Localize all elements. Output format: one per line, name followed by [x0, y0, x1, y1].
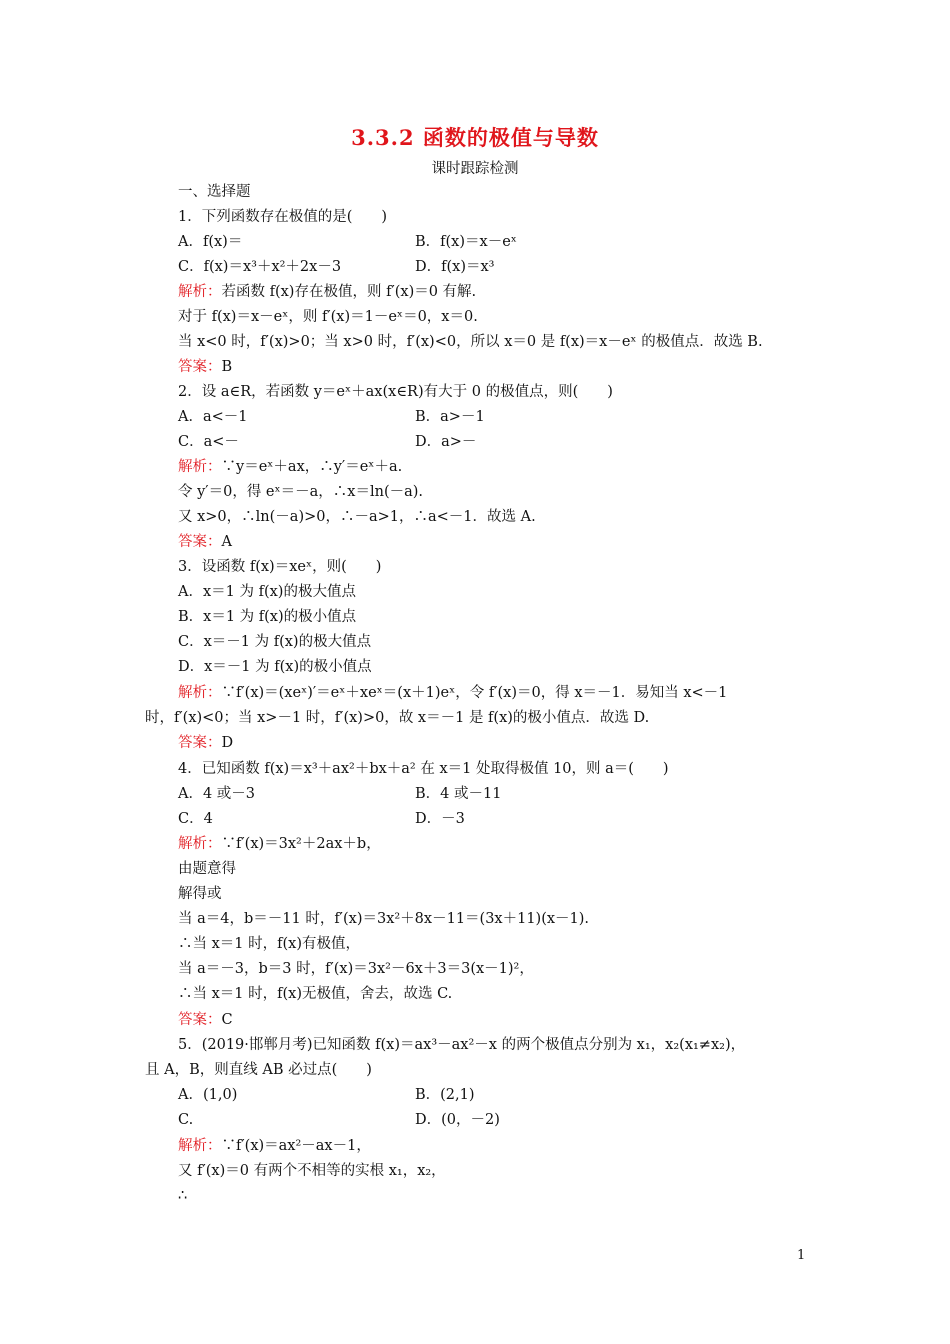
q2-solution-line: 令 y′＝0，得 eˣ＝－a，∴x＝ln(－a).	[178, 484, 424, 500]
q4-stem: 4．已知函数 f(x)＝x³＋ax²＋bx＋a² 在 x＝1 处取得极值 10，则 a＝( )	[178, 761, 669, 777]
q4-answer: C	[221, 1012, 233, 1028]
page-subtitle: 课时跟踪检测	[431, 161, 519, 177]
q1-solution-line: 当 x<0 时，f′(x)>0；当 x>0 时，f′(x)<0，所以 x＝0 是 f(x)＝x－eˣ 的极值点．故选 B.	[178, 334, 763, 350]
q2-option-d: D．a>－	[415, 434, 477, 450]
solution-label: 解析：	[178, 836, 222, 852]
q5-solution-line: ∴	[178, 1188, 188, 1204]
q4-option-b: B．4 或－11	[415, 786, 502, 802]
q4-answer-line	[178, 1010, 233, 1030]
q4-solution-line: ∴当 x＝1 时，f(x)有极值，	[178, 936, 360, 952]
q1-answer: B	[221, 359, 233, 375]
solution-label: 解析：	[178, 1138, 222, 1154]
q4-solution-line: ∴当 x＝1 时，f(x)无极值，舍去，故选 C.	[178, 986, 453, 1002]
q2-answer: A	[221, 534, 232, 550]
q1-stem: 1．下列函数存在极值的是( )	[178, 209, 388, 225]
q3-stem: 3．设函数 f(x)＝xeˣ，则( )	[178, 559, 382, 575]
q3-solution-text: ∵f′(x)＝(xeˣ)′＝eˣ＋xeˣ＝(x＋1)eˣ，令 f′(x)＝0，得 x＝－1．易知当 x<－1	[221, 685, 728, 701]
q5-solution-line: 又 f′(x)＝0 有两个不相等的实根 x₁，x₂，	[178, 1163, 446, 1179]
q4-solution-line: 解得或	[178, 886, 222, 902]
answer-label: 答案：	[178, 735, 222, 751]
q3-answer: D	[221, 735, 234, 751]
q3-solution-line: 时，f′(x)<0；当 x>－1 时，f′(x)>0，故 x＝－1 是 f(x)的极小值点．故选 D.	[145, 710, 650, 726]
q1-option-c: C．f(x)＝x³＋x²＋2x－3	[178, 259, 342, 275]
q3-option-a: A．x＝1 为 f(x)的极大值点	[178, 584, 356, 600]
q5-option-b: B．(2,1)	[415, 1087, 475, 1103]
answer-label: 答案：	[178, 1012, 222, 1028]
q5-option-a: A．(1,0)	[178, 1087, 238, 1103]
q5-stem: 且 A，B，则直线 AB 必过点( )	[145, 1062, 372, 1078]
q1-option-d: D．f(x)＝x³	[415, 259, 495, 275]
q5-option-c: C.	[178, 1112, 194, 1128]
q3-option-d: D．x＝－1 为 f(x)的极小值点	[178, 659, 372, 675]
q4-option-c: C．4	[178, 811, 213, 827]
q5-solution-text: ∵f′(x)＝ax²－ax－1，	[221, 1138, 371, 1154]
answer-label: 答案：	[178, 359, 222, 375]
q2-stem: 2．设 a∈R，若函数 y＝eˣ＋ax(x∈R)有大于 0 的极值点，则( )	[178, 384, 613, 400]
q4-solution-line: 当 a＝4，b＝－11 时，f′(x)＝3x²＋8x－11＝(3x＋11)(x－1).	[178, 911, 590, 927]
q1-answer-line	[178, 357, 232, 377]
page-number: 1	[797, 1248, 806, 1263]
answer-label: 答案：	[178, 534, 222, 550]
q4-solution-text: ∵f′(x)＝3x²＋2ax＋b，	[221, 836, 381, 852]
q1-option-b: B．f(x)＝x－eˣ	[415, 234, 517, 250]
q5-solution-line	[178, 1136, 371, 1156]
q1-solution-line	[178, 282, 476, 302]
q4-solution-line: 由题意得	[178, 861, 236, 877]
q2-solution-text: ∵y＝eˣ＋ax，∴y′＝eˣ＋a.	[221, 459, 403, 475]
q5-stem: 5．(2019·邯郸月考)已知函数 f(x)＝ax³－ax²－x 的两个极值点分别为 x₁，x₂(x₁≠x₂)，	[178, 1037, 746, 1053]
q3-answer-line	[178, 733, 233, 753]
q4-option-a: A．4 或－3	[178, 786, 256, 802]
solution-label: 解析：	[178, 459, 222, 475]
q1-solution-line: 对于 f(x)＝x－eˣ，则 f′(x)＝1－eˣ＝0，x＝0.	[178, 309, 478, 325]
q4-solution-line: 当 a＝－3，b＝3 时，f′(x)＝3x²－6x＋3＝3(x－1)²，	[178, 961, 534, 977]
q3-option-c: C．x＝－1 为 f(x)的极大值点	[178, 634, 372, 650]
q5-option-d: D．(0，－2)	[415, 1112, 500, 1128]
q4-solution-line	[178, 834, 381, 854]
solution-label: 解析：	[178, 685, 222, 701]
solution-label: 解析：	[178, 284, 222, 300]
section-heading: 一、选择题	[178, 184, 251, 200]
q4-option-d: D．－3	[415, 811, 465, 827]
page-title: 3.3.2 函数的极值与导数	[351, 125, 599, 150]
q2-option-c: C．a<－	[178, 434, 239, 450]
q2-option-a: A．a<－1	[178, 409, 248, 425]
q3-option-b: B．x＝1 为 f(x)的极小值点	[178, 609, 357, 625]
q2-answer-line	[178, 532, 232, 552]
q1-option-a: A．f(x)＝	[178, 234, 243, 250]
q2-solution-line: 又 x>0，∴ln(－a)>0，∴－a>1，∴a<－1．故选 A.	[178, 509, 536, 525]
q2-option-b: B．a>－1	[415, 409, 485, 425]
q3-solution-line	[178, 683, 727, 703]
q1-solution-text: 若函数 f(x)存在极值，则 f′(x)＝0 有解.	[221, 284, 477, 300]
q2-solution-line	[178, 457, 402, 477]
